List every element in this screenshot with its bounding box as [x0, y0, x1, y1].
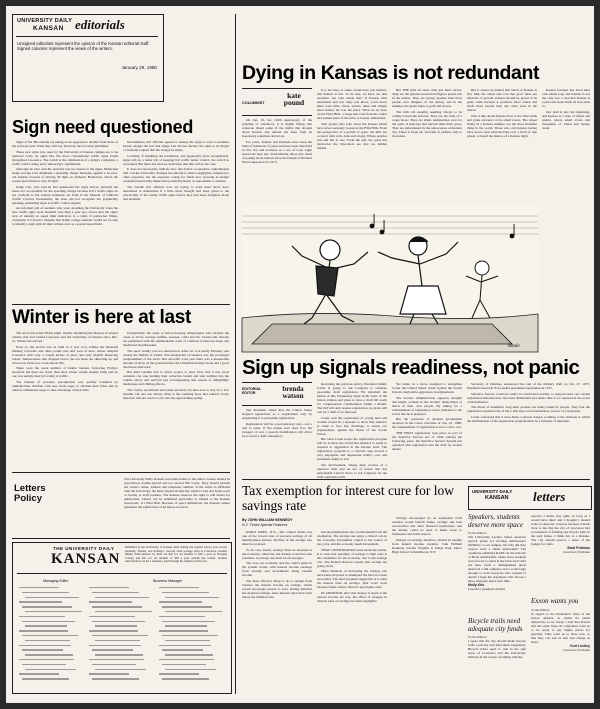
rule-winter-bottom — [12, 472, 230, 473]
sign-body-col1 — [12, 140, 118, 300]
paragraph: Kansas fortunes has lived their own ideals long and Kansas is not the only one. I read that Kansas is a place the heart finds its way back to. — [542, 88, 590, 108]
paragraph: Our involvement, brings deep worries of a renewed draft and an era of unrest that has surrounded Carter's move to ask Congress for the draft registration bill. — [317, 462, 387, 479]
paragraph: On Jan. 19, the 110th anniversary of the granting of statehood, it is highly fitting that someone dispel some of the myths that abound about Kansas and defend the state from its hopelessly relentless detractors. — [242, 118, 312, 138]
staff-list-line — [162, 621, 215, 622]
staff-list-line — [25, 611, 82, 612]
paragraph: There were the usual number of fender benders following Friday's snowfall, but there are fewer than most winter storms usually bring and no one was unduly tried by faculty of traffic. — [12, 366, 118, 378]
letter1 — [468, 514, 526, 614]
rule-sign-bottom — [12, 304, 230, 305]
staff-list-line — [89, 587, 129, 588]
staff-brand: KANSAN — [51, 551, 121, 567]
staff-list-line — [165, 625, 207, 626]
paragraph: Although he later said his decision was not based on the signs, Municipal Judge George Catt dismissed a speeding charge Thursday against a 22-year-old student accused of driving 39 mph on Jayhawk Boulevard, where the posted speed limit is only 20 mph. — [12, 167, 118, 183]
paragraph: To be very useful, savings must be invested in the economy; otherwise, the savings would become pointless. A savings rate must be encouraged. — [242, 547, 312, 560]
staff-info: Published at the University of Kansas daily during the regular school year except Saturday, Sunday and holidays. Second class postage paid at Lawrence, Kansas 66044. Subscriptions by mail are $18 for six months or $30 a year in Douglas County and $21 for six months or $30 a year outside the county. Student subscriptions are $2 a semester, paid through the student activity fee. — [125, 545, 227, 564]
signup-byline — [242, 382, 312, 406]
editorial-cartoon — [242, 206, 538, 352]
dying-body-col1 — [242, 118, 312, 206]
staff-list-line — [159, 645, 211, 646]
dying-body-col5 — [542, 88, 590, 358]
paragraph: But the pressures of modern government declared in the Carter Doctrine of Jan. 23, 1980, the reinstatement of registration is not a call to war. — [392, 417, 462, 429]
staff-list-line — [89, 630, 138, 631]
sign-headline: Sign need questioned — [12, 117, 194, 137]
staff-list-line — [165, 611, 222, 612]
sign-body-col2 — [123, 140, 229, 300]
letters-masthead — [468, 486, 592, 510]
paragraph: Carter said the registration of young men and women would be a measure to show that America is ready to face any challenge, to assure our preparedness against the threat of the Soviet Union. — [317, 415, 387, 436]
staff-list-line — [25, 625, 67, 626]
letter2-salutation: To the Editor: — [468, 635, 487, 639]
paragraph: The blanket of powdery precipitation was quickly trampled by rambunctious children with new sleds eager to christen their rides and by outdoor enthusiasts eager to take advantage of their time. — [12, 379, 118, 392]
staff-kicker: THE UNIVERSITY DAILY — [53, 546, 115, 551]
tax-body-col1 — [242, 530, 312, 694]
paragraph: The way our economy and the capital gains in the system works, with interest income earnings from savings and investments being taxable income. — [242, 561, 312, 577]
paragraph: Secretary of Defense, announced the end of the military draft on Jan. 27, 1973. President Gerald R. Ford ended peacetime registration in 1975. — [467, 382, 590, 390]
letter4 — [531, 598, 590, 694]
paragraph: Undoubtedly, the onset of below-freezing temperatures will catalyze the onset of above average sniffles, sneezes, colds and flu. Classrooms already are permeated with the unmistakable scent of comforts bottled-up drugs and medicated mouthwashes. — [123, 331, 229, 347]
staff-list-line — [162, 664, 206, 665]
staff-list-line — [19, 587, 59, 588]
paragraph: But what Carter hopes the registration program will do is show the world that America is ready to respond to aggression in the Persian Gulf. The registration program is a concrete step toward a very unpopular and unpleasant reality—war and statesmen doing so war. — [317, 437, 387, 461]
staff-list-line — [25, 597, 79, 598]
paragraph: Signs of the '80s already are taking on an appearance distinct from those of the previous year. What they will say, however, has not been published. — [12, 140, 118, 148]
staff-list-line — [162, 592, 209, 593]
letter1-signature-line: Lawrence graduate student — [468, 587, 505, 591]
paragraph: That people who joke about the Kansas plains have never seriously looked at the Flint Hills. From the perspective of a prairie of grass, the hills are covered with rock, dark and strong. Whole prairies rise and fall as one. From the soil, the grass has intricacies the binoculars see that are hidden behind. — [317, 121, 387, 150]
tax-body-col3 — [392, 516, 462, 694]
letters-policy-title-text: Letters Policy — [14, 483, 46, 504]
paragraph: Selective Service could not easily be reactivated quickly to respond since our current registration infrastructure has been dismantled and needs time to be restored in the event of mobilization. — [467, 391, 590, 404]
paragraph: The snow readily was not unexpected. After all, it is nearly February and clearly the middle of winter. The unexpected occurrence was the prolonged postponement of the area's first snowfall. Last year there was a measurable amount of snow on the ground before the Christmas holiday break and a good deal more afterward. — [123, 348, 229, 369]
masthead-section: editorials — [75, 17, 125, 32]
staff-list — [19, 587, 225, 687]
tax-byline: By JOHN WILLIAM KENNEDY — [242, 518, 293, 522]
letter4-signature-line: Lawrence freshman — [563, 647, 590, 652]
staff-list-line — [25, 640, 70, 641]
letters-brand: KANSAN — [485, 495, 509, 501]
paragraph: Personal institutions also would benefit from the exemption. The savings rate plays a critical role in the economy. Investment capital is the source of new jobs, and the economy needs investment. — [317, 530, 387, 546]
letter4-signature: Kurt Lindley — [570, 643, 590, 648]
paragraph: The hills roll steadily, seeming always to be rolling toward the horizon. They are the rider of a rodeo bronc. They are silent, undisturbed, save for the quail of pick-ups that harvest their thick grass. They are unburdened by the annoyances of modern city. There is fresh air, and time is endless only to its stature. — [392, 109, 462, 138]
staff-list-line — [19, 673, 59, 674]
staff-list-line — [89, 601, 132, 602]
paragraph: THAT CONSERVATION need heads the nation. It is clear that spending of savings to high rates is the consumers for the economy, due to the savings rate. The Federal Reserve reports that savings are going down. — [317, 547, 387, 568]
paragraph: Interest on savings, therefore, should be exempt from federal income taxation. John William Kennedy teaches English at Kings Park Junior High School in Smithtown, N.Y. — [392, 537, 462, 554]
signup-byline-kind: EDITORIAL EDITOR — [242, 387, 262, 396]
staff-list-line — [159, 587, 199, 588]
staff-list-line — [165, 654, 213, 655]
letter1-salutation: To the Editor: — [468, 531, 487, 535]
paragraph: But it cannot be denied that much of Kansas is flat. Still, the wheat and corn that grow there are miracles of growth. Kansas should be proud of its grain wells because it produces more wheat and feeds more people than any other state in the nation. — [467, 88, 537, 112]
paragraph: These new signs now used by the University of Kansas campus are to be replaced today by signs like the more conventional traffic signs found throughout Lawrence. The switch is the culmination of a judge's complaint, a traffic court's ruling and a university's capitulation. — [12, 149, 118, 166]
paragraph: The Soviets administration supports strength and might, evident in the Soviets' deployment of much of their own people. By asking for a reinstatement of registration Carter indicates to the world that he is prepared. — [392, 395, 462, 416]
staff-list-line — [92, 621, 145, 622]
staff-list-line — [165, 640, 210, 641]
letter1-signature: Molly Kirk — [468, 583, 485, 587]
paragraph: The threat of indefinite, long-term protests are being raised by people. They fear the registration system today is but a first step toward mandatory service of young men. — [467, 405, 590, 413]
winter-body-col2 — [123, 331, 229, 469]
signup-body-col0 — [242, 408, 312, 476]
letter4-salutation: To the Editor: — [531, 607, 550, 612]
staff-list-line — [95, 597, 149, 598]
newspaper-page — [6, 6, 594, 703]
staff-list-line — [19, 616, 65, 617]
masthead-blurb: Unsigned editorials represent the opinion of the Kansan editorial staff. Signed columns represent the views of the writers. — [17, 41, 150, 52]
dying-byline-kind: COLUMNIST — [242, 101, 265, 105]
staff-list-line — [159, 616, 205, 617]
staff-list-line — [159, 601, 202, 602]
paragraph: The 'bandit' KU officials now are trying to avert need never have threatened to materialize if a little more thought had been given to the practicality of the trendy traffic signs before they had been designed, made and installed. — [123, 184, 229, 201]
masthead-kicker: UNIVERSITY DAILY — [17, 18, 73, 24]
staff-list-line — [95, 625, 137, 626]
letter3-signature: Brad Feldman — [567, 546, 590, 550]
staff-rule — [17, 573, 227, 574]
winter-body-col1 — [12, 331, 118, 469]
staff-list-line — [92, 635, 148, 636]
staff-list-line — [89, 645, 141, 646]
letters-policy-title — [14, 484, 74, 504]
paragraph: IN ADDITION, after that money is taxed at the current income tax rate, the effect of changes in interest rates on savings becomes negligible. — [317, 590, 387, 603]
staff-list-line — [89, 659, 144, 660]
column-divider — [235, 14, 236, 694]
staff-list-line — [22, 606, 72, 607]
paragraph: The circles, snowfields and winds probably are here now to stay for a few months, but one can always cling to the warming hope that winter's frosty tentacles will not reach too far into the approaching spring. — [123, 387, 229, 400]
staff-list-line — [22, 635, 78, 636]
paragraph: It does not necessarily indicate how much their cooperative capitalization will cost the University. Perhaps the amount is almost negligible compared to other expenses, but the expenses crying for funds now growing in budget considerations hardly makes that possibility likely or responsible to assume. — [123, 167, 229, 183]
paragraph: Even so, the arrival was as calm as it was cool. Unlike the blizzards blasting Colorado and other points east and west of here, winter tempted Lawrence with only a couple inches of snow and only slightly menacing winds. Temperatures that dropped below the ten teens are skittering up and down now in the low-to-moderate 30s. — [12, 344, 118, 365]
letter1-body: The University Lecture Series deserves special praise for inviting Ambassador McHenry to our campus, but why did they reserve such a small auditorium? The ceremony exhibited KANU in the balcony of Hoch Auditorium, where most students were forced to stand in the back and could not hear. Such a distinguished guest deserved a full audience and a room large enough to hold everyone who wanted to attend. I hope the organizers will choose a more adequate space next time. — [468, 535, 526, 583]
signup-body-col3 — [467, 382, 590, 476]
staff-list-line — [22, 649, 63, 650]
staff-list-line — [25, 654, 73, 655]
staff-box — [12, 542, 232, 694]
tax-body-col2 — [317, 530, 387, 694]
staff-right-title: Business Manager — [153, 579, 182, 583]
letter3-signature-line: Lawrence freshman — [563, 550, 590, 554]
staff-list-line — [95, 669, 146, 670]
signup-byline-name: brenda watson — [282, 385, 304, 400]
letters-policy-body: The University Daily Kansan welcomes letters to the editor. Letters should be typewritten, double-spaced and not exceed 300 words. They should include the writer's name, address and telephone number. If the writer is affiliated with the University, the letter should include the writer's class and home town or faculty or staff position. The Kansan reserves the right to edit letters for publication. Letters can be submitted personally or mailed to the Kansan newsroom, 111 Flint Hall. Because of space limitations, the Kansan cannot guarantee the publication of all letters received. — [124, 477, 230, 509]
staff-list-line — [159, 659, 214, 660]
staff-list-line — [162, 606, 212, 607]
paragraph: Carter concurred that it does mean a serious danger, pointing to the tensions to which the mobilization of the registration program must be a measure of deterrent. — [467, 414, 590, 423]
staff-list-line — [92, 678, 139, 679]
paragraph: Other methods of increasing the savings rate have been proposed or attempted but have not been successful. The most frequent suggestion is to raise the interest rates on savings. That won't work because banks cannot afford to pay higher rates. — [317, 569, 387, 589]
signup-headline: Sign up signals readiness, not panic — [242, 356, 580, 379]
masthead-rule — [16, 36, 158, 37]
staff-list-line — [22, 664, 66, 665]
paragraph: Reversing the previous policy, President Jimmy Carter is going to ask Congress to reinstate peacetime draft registration. He informed the nation of this Wednesday night in his State of the Union address and plans to have a draft bill ready for congressional consideration within a month. The bill will only require registration; no plans will call for a draft to be imposed. — [317, 382, 387, 414]
winter-headline: Winter is here at last — [12, 307, 192, 328]
staff-list-line — [22, 678, 69, 679]
staff-list-line — [92, 649, 133, 650]
letter2 — [468, 618, 526, 694]
svg-text:Rhule: Rhule — [508, 344, 520, 349]
paragraph: An informal poll of students who were attending the University when the new traffic signs were installed, less than a year ago, shows that the signs' lack of identity as speed limit indicators is a valid, if somewhat flimsy, complaint. It is hard to imagine that bright college students would not be able to identify a sign with 20 mph written on it as a posted speed limit. — [12, 206, 118, 226]
staff-left-title: Managing Editor — [43, 579, 69, 583]
letter4-headline: Exxon wants you — [531, 597, 579, 605]
paragraph: But THE hills are more than just their curves. They are the greatest preserved tallgrass prairie left in the nation. They are grassy, greener than most people ever imagine, in the spring, and in the summer, the green fades to gold and brown. — [392, 88, 462, 108]
rule-letters-policy — [12, 538, 230, 539]
paragraph: KINGS PARK, N.Y.—The United States has one of the lowest rates of personal savings of all industrialized nations. Decline of the savings rate must be reversed. — [242, 530, 312, 546]
staff-list-line — [25, 669, 76, 670]
staff-list-line — [159, 630, 208, 631]
letter2-headline: Bicycle trails need adequate city funds — [468, 617, 523, 633]
staff-list-line — [19, 659, 74, 660]
letter2-body: I agree that the city should make bicycle trails a priority and fund them adequately. Bicycle riders need to ride in the safe areas of Lawrence and the University. Perhaps in the course of talking with the — [468, 639, 526, 659]
staff-list-line — [22, 621, 75, 622]
paragraph: But mild weather had to arrive sooner or later. Now that it has, most residents can stop holding their collective breath and start settling into the routine safety and survival tips accompanying this season of delightfully landscapes and chilling effects. — [123, 370, 229, 386]
dying-byline — [242, 88, 312, 116]
paragraph: Nevertheless, KU officials agreed to change the signs to avert a needless hassle, despite the fact that Judge Catt did not declare the signs to be illegal or formally request that the change be made. — [123, 140, 229, 152]
paragraph: Who I like about Kansas most is the flour mills and grain elevators of its small towns. The wheat fields, in a Kansas summer, are the most beautiful thing in the world. Those who call Kansas boring have never seen wind moving over a field of ripe wheat, or heard the silence of a Kansas night. — [467, 113, 537, 138]
letter3-body: reporter I didn't stay quite as long as I would have liked and I thought I should write to share my concern, because it made clear to me that the city of Lawrence had no intention of funding any bicycle trails in the near future. I think this is a mistake. The city should reserve a share of the budget for trails. — [531, 514, 590, 546]
staff-list-line — [95, 640, 140, 641]
paragraph: Savings encouraged by an exemption from taxation would benefit banks, savings and loan associations and other financial institutions, and the money could be used to make loans to businesses and home buyers. — [392, 516, 462, 536]
staff-list-line — [95, 611, 152, 612]
staff-list-line — [92, 606, 142, 607]
staff-list-line — [162, 635, 218, 636]
staff-list-line — [162, 678, 209, 679]
paragraph: Our land is just the beginning, and Kansas is a state of wheat and prairie, where small towns and mountains of wheat and beauty await. — [542, 109, 590, 130]
masthead-brand: KANSAN — [33, 25, 64, 32]
letter4-body: In regard to the President's State of the Union address, in which he asked Americans to be ready, I feel that Exxon and the other large oil companies want us to be ready to pay higher prices for gasoline. They want us to drive less, so that they can sell us less and charge us more. — [531, 611, 590, 644]
paragraph: Judge Catt, who said he had questioned the signs before, declared the buses not accountable for the speeding charge because KU's traffic signs do not conform to the federal standards set forth in the Manual of Uniform Traffic Control. Presumably, the state did not recognize the graphically pleasing, permitting signs as traffic control signals. — [12, 184, 118, 205]
tax-agency: N.Y. Times Special Features — [242, 523, 288, 527]
paragraph: Yet rather as a move designed to strengthen Carter the United States' stand against the Soviet Union's deplorable aggression in Afghanistan. — [392, 382, 462, 394]
staff-list-line — [165, 597, 219, 598]
paragraph: Certainly, if installing the traditional, and apparently more recognizable, signs will do a better job of keeping KU traffic under control, the switch is warranted. But there has been no indication that this will be the case. — [123, 153, 229, 166]
tax-headline: Tax exemption for interest cure for low savings rate — [242, 483, 454, 513]
paragraph: The most effective thing to do is exempt from taxation the interest income on savings, which would encourage people to save. Rising inflation has deterred savings, since interest rates have been below the inflation rate. — [242, 578, 312, 599]
paragraph: Registration will be a precautionary step—not a call to arms. If the nation ever does face the prospect of war, a speedy mobilization will allow us to avoid a draft emergency. — [242, 421, 312, 438]
staff-list-line — [159, 673, 199, 674]
dying-headline: Dying in Kansas is not redundant — [242, 62, 540, 84]
staff-list-line — [165, 669, 216, 670]
staff-list-line — [162, 649, 203, 650]
staff-list-line — [92, 592, 139, 593]
rule-signup-bottom — [242, 479, 590, 480]
letters-section: letters — [533, 489, 566, 504]
staff-list-line — [19, 601, 62, 602]
staff-list-line — [92, 664, 136, 665]
staff-list-line — [89, 616, 135, 617]
staff-list-line — [22, 592, 69, 593]
paragraph: The snow fell softly Friday night, silently disturbing the illusion of several winters that had visited Lawrence and the University of Kansas since Dec. 21. Winter has arrived. — [12, 331, 118, 343]
masthead-date: January 29, 1980 — [121, 65, 157, 70]
letters-kicker: UNIVERSITY DAILY — [472, 489, 513, 494]
staff-list-line — [95, 654, 143, 655]
letter1-headline: Speakers, students deserve more space — [468, 513, 523, 529]
signup-body-col1 — [317, 382, 387, 479]
signup-body-col2 — [392, 382, 462, 476]
letter3 — [531, 514, 590, 594]
paragraph: It is not true, as some would have you believe, that Kansas is flat. To be sure, we have our dull stretches, but who needs that? If Kansas with mountains and wet rings you know, you'd know there were hills, rivers, prairie, lakes and simply more hollow all over the place. What we do have on the Flint Hills, a range that rolls from the center and eastern parts of the state, is beauty unmatched. — [317, 88, 387, 120]
staff-list-line — [89, 673, 129, 674]
paragraph: The President stated that the United States stopped registration as a requirement only by suspending it to peacetime registration. — [242, 408, 312, 420]
staff-list-line — [19, 630, 68, 631]
paragraph: For years, Kansas and Kansans have been the butts of hundreds of jokes and have been described as flat, flat and nowhere as a sea of Corn Light spread six days ago. Undoubtedly, those who insist on joking about Kansas have the insight of Richard Nixon supporters in 1973. — [242, 139, 312, 164]
staff-list-line — [19, 645, 71, 646]
editorials-masthead — [12, 14, 164, 102]
dying-byline-name: kate pound — [283, 91, 305, 107]
paragraph: THE FIRST registration took place as part of the Selective Service Act of 1940. During the following years, the Selective Service System has operated with registration and the draft by several means. — [392, 430, 462, 451]
